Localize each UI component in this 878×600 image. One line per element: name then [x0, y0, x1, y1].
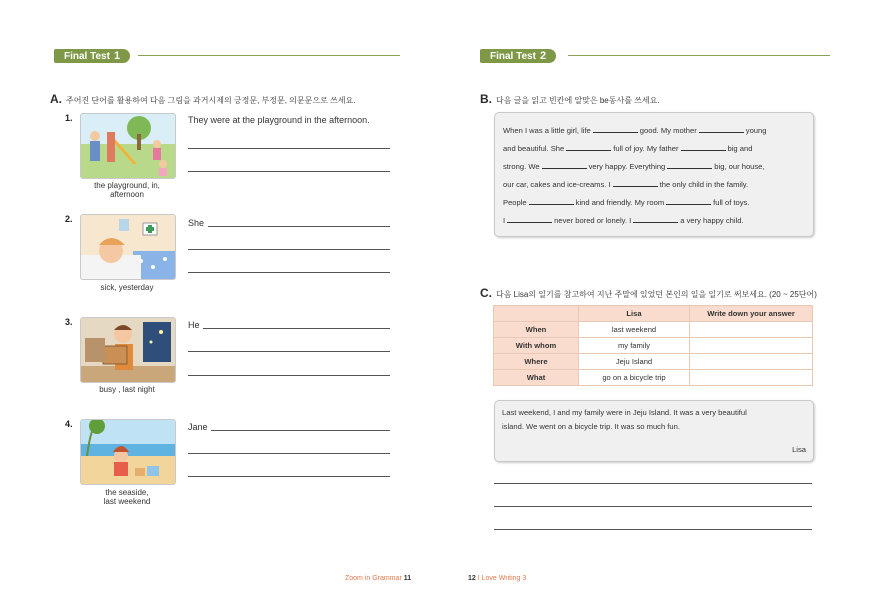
blank[interactable] [613, 179, 658, 187]
blank[interactable] [507, 215, 552, 223]
blank[interactable] [542, 161, 587, 169]
question-number: 4. [65, 419, 73, 429]
passage-text: full of toys. [713, 198, 750, 207]
question-caption [77, 385, 177, 394]
passage-text: When I was a little girl, life [503, 126, 591, 135]
table-header-cell: Write down your answer [690, 306, 813, 322]
row-value: my family [579, 338, 690, 354]
section-instruction: 주어진 단어를 활용하여 다음 그림을 과거시제의 긍정문, 부정문, 의문문으로 쓰세요. [66, 96, 356, 105]
question-number: 2. [65, 214, 73, 224]
answer-line[interactable] [188, 272, 390, 273]
answer-cell[interactable] [690, 354, 813, 370]
caption-line: the playground, in, [94, 181, 160, 190]
passage-text: and beautiful. She [503, 144, 565, 153]
question-caption [77, 283, 177, 292]
left-footer [345, 575, 411, 582]
diary-line: island. We went on a bicycle trip. It was so much fun. [502, 422, 680, 431]
answer-cell[interactable] [690, 370, 813, 386]
final-test-2-tag [480, 49, 556, 63]
row-value: go on a bicycle trip [579, 370, 690, 386]
blank[interactable] [593, 125, 638, 133]
right-footer [468, 575, 526, 582]
caption-line: the seaside, [105, 488, 149, 497]
header-rule [138, 55, 400, 56]
passage-text: very happy. Everything [588, 162, 666, 171]
passage-text: young [745, 126, 767, 135]
section-a-heading [50, 90, 355, 108]
busy-picture [80, 317, 176, 383]
seaside-picture [80, 419, 176, 485]
sample-answer: They were at the playground in the afternoon. [188, 115, 370, 125]
diary-author: Lisa [792, 445, 806, 454]
question-number: 1. [65, 113, 73, 123]
section-letter: A. [50, 92, 62, 106]
section-instruction: 다음 글을 읽고 빈칸에 알맞은 be동사를 쓰세요. [496, 96, 660, 105]
answer-line[interactable] [188, 171, 390, 172]
section-letter: C. [480, 286, 492, 300]
blank[interactable] [633, 215, 678, 223]
caption-line: sick, yesterday [100, 283, 154, 292]
caption-line: afternoon [110, 190, 144, 199]
section-b-heading [480, 90, 660, 108]
passage-text: I [503, 216, 506, 225]
passage-text: big and [727, 144, 753, 153]
passage-line [503, 125, 766, 135]
blank[interactable] [699, 125, 744, 133]
answer-cell[interactable] [690, 322, 813, 338]
blank[interactable] [566, 143, 611, 151]
passage-line [503, 143, 752, 153]
diary-answer-line[interactable] [494, 529, 812, 530]
blank[interactable] [666, 197, 711, 205]
question-caption [77, 181, 177, 199]
answer-line[interactable] [208, 226, 390, 227]
answer-starter: He [188, 320, 200, 330]
answer-line[interactable] [188, 148, 390, 149]
answer-starter: She [188, 218, 205, 228]
passage-box [494, 112, 814, 237]
section-c-heading [480, 284, 817, 302]
passage-text: strong. We [503, 162, 540, 171]
question-caption [77, 488, 177, 506]
question-number: 3. [65, 317, 73, 327]
diary-info-table [493, 305, 813, 386]
table-header-cell [494, 306, 579, 322]
passage-text: a very happy child. [680, 216, 744, 225]
section-letter: B. [480, 92, 492, 106]
answer-cell[interactable] [690, 338, 813, 354]
row-value: last weekend [579, 322, 690, 338]
table-row [494, 338, 813, 354]
table-row [494, 370, 813, 386]
blank[interactable] [529, 197, 574, 205]
answer-line[interactable] [188, 249, 390, 250]
answer-line[interactable] [188, 375, 390, 376]
playground-picture [80, 113, 176, 179]
table-header-row [494, 306, 813, 322]
blank[interactable] [667, 161, 712, 169]
passage-text: full of joy. My father [613, 144, 679, 153]
passage-line [503, 197, 749, 207]
passage-line [503, 179, 748, 189]
diary-line: Last weekend, I and my family were in Jeju Island. It was a very beautiful [502, 408, 747, 417]
passage-text: our car, cakes and ice-creams. I [503, 180, 611, 189]
row-value: Jeju Island [579, 354, 690, 370]
answer-line[interactable] [188, 453, 390, 454]
footer-page-number: 11 [403, 575, 412, 582]
row-label: When [494, 322, 579, 338]
row-label: What [494, 370, 579, 386]
final-test-number: 2 [539, 50, 547, 62]
footer-page-number: 12 [468, 575, 476, 582]
answer-line[interactable] [188, 476, 390, 477]
footer-book: I Love Writing 3 [477, 575, 527, 582]
header-rule [568, 55, 830, 56]
passage-line [503, 161, 765, 171]
passage-text: People [503, 198, 527, 207]
diary-answer-line[interactable] [494, 506, 812, 507]
passage-text: big, our house, [714, 162, 765, 171]
footer-book: Zoom in Grammar [345, 575, 402, 582]
final-test-label: Final Test [64, 51, 110, 62]
passage-text: the only child in the family. [659, 180, 749, 189]
final-test-number: 1 [113, 50, 121, 62]
table-row [494, 354, 813, 370]
row-label: Where [494, 354, 579, 370]
passage-text: never bored or lonely. I [554, 216, 632, 225]
passage-text: kind and friendly. My room [575, 198, 665, 207]
answer-line[interactable] [203, 328, 390, 329]
diary-answer-line[interactable] [494, 483, 812, 484]
passage-line [503, 215, 744, 225]
answer-line[interactable] [211, 430, 390, 431]
answer-starter: Jane [188, 422, 208, 432]
table-row [494, 322, 813, 338]
table-header-cell: Lisa [579, 306, 690, 322]
final-test-label: Final Test [490, 51, 536, 62]
section-instruction: 다음 Lisa의 일기를 참고하여 지난 주말에 있었던 본인의 일을 일기로 써보세요. (20 ~ 25단어) [496, 290, 817, 299]
passage-text: good. My mother [639, 126, 697, 135]
caption-line: busy , last night [99, 385, 155, 394]
blank[interactable] [681, 143, 726, 151]
answer-line[interactable] [188, 351, 390, 352]
row-label: With whom [494, 338, 579, 354]
lisa-diary-box [494, 400, 814, 462]
final-test-1-tag [54, 49, 130, 63]
caption-line: last weekend [103, 497, 151, 506]
sick-picture [80, 214, 176, 280]
